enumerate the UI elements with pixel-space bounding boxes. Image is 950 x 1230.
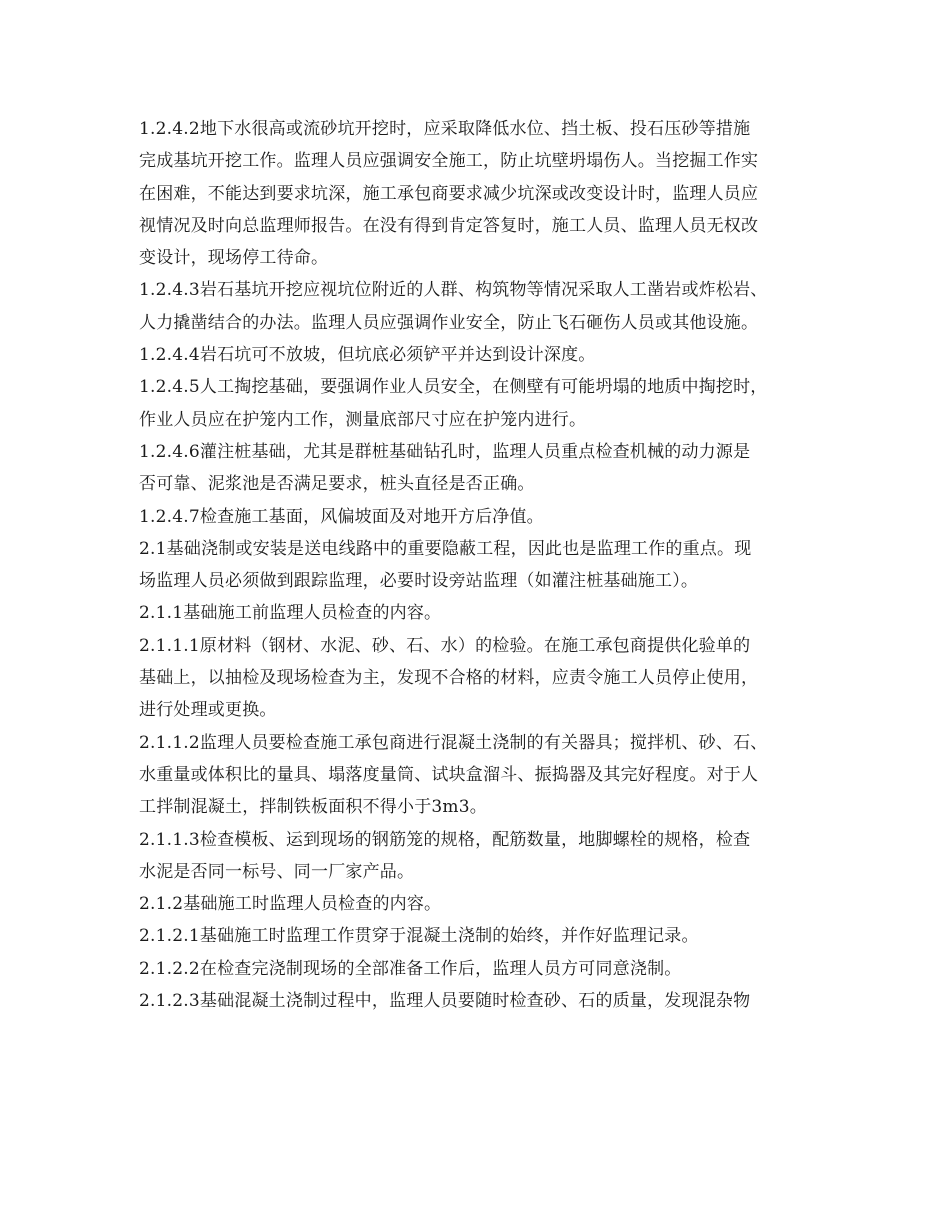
text-line: 水泥是否同一标号、同一厂家产品。	[139, 861, 415, 882]
text-line: 在困难，不能达到要求坑深，施工承包商要求减少坑深或改变设计时，监理人员应	[139, 183, 759, 204]
paragraph	[139, 533, 829, 598]
paragraph	[139, 985, 829, 1017]
text-line: 2.1.2.3基础混凝土浇制过程中，监理人员要随时检查砂、石的质量，发现混杂物	[139, 991, 751, 1012]
text-line: 1.2.4.4岩石坑可不放坡，但坑底必须铲平并达到设计深度。	[139, 345, 596, 366]
text-line: 进行处理或更换。	[139, 700, 277, 721]
text-line: 1.2.4.7检查施工基面，风偏坡面及对地开方后净值。	[139, 506, 544, 527]
text-line: 2.1.2.1基础施工时监理工作贯穿于混凝土浇制的始终，并作好监理记录。	[139, 926, 699, 947]
text-line: 水重量或体积比的量具、塌落度量筒、试块盒溜斗、振捣器及其完好程度。对于人	[139, 764, 759, 785]
paragraph	[139, 920, 829, 952]
paragraph	[139, 274, 829, 339]
text-line: 2.1.2基础施工时监理人员检查的内容。	[139, 894, 442, 915]
paragraph	[139, 888, 829, 920]
text-line: 1.2.4.2地下水很高或流砂坑开挖时，应采取降低水位、挡土板、投石压砂等措施	[139, 119, 751, 139]
paragraph	[139, 339, 829, 371]
text-line: 工拌制混凝土，拌制铁板面积不得小于3m3。	[139, 797, 487, 818]
text-line: 1.2.4.5人工掏挖基础，要强调作业人员安全，在侧壁有可能坍塌的地质中掏挖时，	[139, 377, 768, 398]
text-line: 2.1.1.2监理人员要检查施工承包商进行混凝土浇制的有关器具；搅拌机、砂、石、	[139, 732, 768, 753]
paragraph	[139, 597, 829, 629]
paragraph	[139, 824, 829, 889]
text-line: 2.1.1.1原材料（钢材、水泥、砂、石、水）的检验。在施工承包商提供化验单的	[139, 635, 751, 656]
paragraph	[139, 727, 829, 824]
text-line: 作业人员应在护笼内工作，测量底部尺寸应在护笼内进行。	[139, 409, 587, 430]
text-line: 变设计，现场停工待命。	[139, 248, 329, 269]
text-line: 场监理人员必须做到跟踪监理，必要时设旁站监理（如灌注桩基础施工）。	[139, 571, 699, 592]
text-line: 完成基坑开挖工作。监理人员应强调安全施工，防止坑壁坍塌伤人。当挖掘工作实	[139, 151, 759, 172]
text-line: 2.1基础浇制或安装是送电线路中的重要隐蔽工程，因此也是监理工作的重点。现	[139, 538, 752, 559]
text-line: 视情况及时向总监理师报告。在没有得到肯定答复时，施工人员、监理人员无权改	[139, 215, 759, 236]
paragraph	[139, 371, 829, 436]
paragraph	[139, 501, 829, 533]
text-line: 1.2.4.6灌注桩基础，尤其是群桩基础钻孔时，监理人员重点检查机械的动力源是	[139, 441, 751, 462]
text-line: 2.1.2.2在检查完浇制现场的全部准备工作后，监理人员方可同意浇制。	[139, 958, 682, 979]
document-body	[139, 113, 829, 1017]
text-line: 2.1.1基础施工前监理人员检查的内容。	[139, 603, 442, 624]
text-line: 人力撬凿结合的办法。监理人员应强调作业安全，防止飞石砸伤人员或其他设施。	[139, 312, 759, 333]
paragraph	[139, 630, 829, 727]
text-line: 2.1.1.3检查模板、运到现场的钢筋笼的规格，配筋数量，地脚螺栓的规格，检查	[139, 829, 751, 850]
paragraph	[139, 436, 829, 501]
text-line: 基础上，以抽检及现场检查为主，发现不合格的材料，应责令施工人员停止使用，	[139, 668, 759, 689]
paragraph	[139, 113, 829, 274]
paragraph	[139, 953, 829, 985]
text-line: 否可靠、泥浆池是否满足要求，桩头直径是否正确。	[139, 474, 535, 495]
text-line: 1.2.4.3岩石基坑开挖应视坑位附近的人群、构筑物等情况采取人工凿岩或炸松岩、	[139, 280, 768, 301]
